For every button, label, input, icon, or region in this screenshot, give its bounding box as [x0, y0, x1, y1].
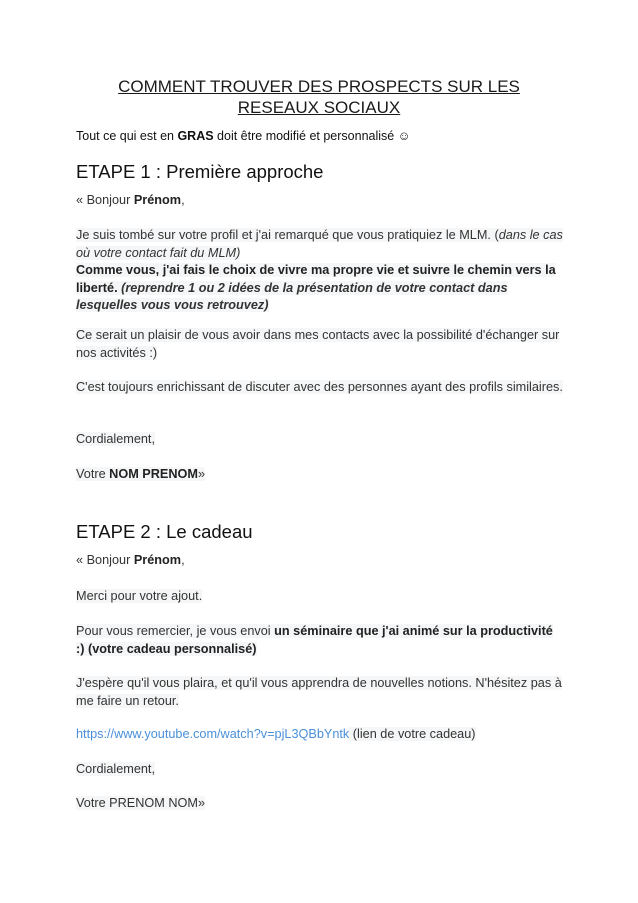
- step2-p2-bold: un séminaire que j'ai animé sur la productivité :) (votre cadeau personnalisé): [76, 624, 553, 656]
- intro-note: [76, 129, 410, 144]
- step1-greeting-post: ,: [181, 193, 185, 207]
- title-line-2: RESEAUX SOCIAUX: [237, 98, 401, 117]
- step2-link-line: [76, 726, 564, 744]
- step2-paragraph-3: [76, 675, 564, 710]
- step1-closing: [76, 431, 564, 449]
- step1-p2-text: Ce serait un plaisir de vous avoir dans mes contacts avec la possibilité d'échanger sur nos activités :): [76, 328, 560, 360]
- intro-pre: Tout ce qui est en: [76, 129, 178, 143]
- step1-closing-text: Cordialement,: [76, 432, 155, 446]
- step1-signature: [76, 466, 564, 484]
- step1-sign-pre: Votre: [76, 467, 110, 481]
- document-title: [76, 76, 562, 118]
- step2-signature: [76, 795, 564, 813]
- step2-greeting: [76, 552, 564, 570]
- step1-p3-text: C'est toujours enrichissant de discuter avec des personnes ayant des profils similaires.: [76, 380, 563, 394]
- step2-greeting-name: Prénom: [133, 553, 182, 567]
- step1-p1-text: Je suis tombé sur votre profil et j'ai remarqué que vous pratiquiez le MLM. (: [76, 228, 499, 242]
- step2-sign-text: Votre PRENOM NOM»: [76, 796, 206, 810]
- step2-closing-text: Cordialement,: [76, 762, 155, 776]
- step2-heading: ETAPE 2 : Le cadeau: [76, 521, 253, 542]
- step2-link-post: (lien de votre cadeau): [349, 727, 476, 741]
- step2-paragraph-2: [76, 623, 564, 658]
- step1-p1-bold-italic: (reprendre 1 ou 2 idées de la présentation de votre contact dans lesquelles vous vous retrouvez): [76, 280, 508, 312]
- intro-post: doit être modifié et personnalisé ☺: [213, 129, 411, 143]
- step2-p2-pre: Pour vous remercier, je vous envoi: [76, 624, 275, 638]
- step1-greeting: [76, 192, 564, 210]
- step2-closing: [76, 761, 564, 779]
- step1-paragraph-2: [76, 327, 564, 362]
- step1-paragraph-1: [76, 227, 564, 315]
- step1-heading: ETAPE 1 : Première approche: [76, 161, 324, 182]
- step2-p3-text: J'espère qu'il vous plaira, et qu'il vous apprendra de nouvelles notions. N'hésitez pas à me faire un retour.: [76, 676, 562, 708]
- step1-p1-bold: Comme vous, j'ai fais le choix de vivre ma propre vie et suivre le chemin vers la liberté.: [76, 263, 556, 295]
- step1-p1-italic: dans le cas où votre contact fait du MLM): [76, 228, 563, 260]
- step2-greeting-pre: « Bonjour: [76, 553, 134, 567]
- gift-link[interactable]: https://www.youtube.com/watch?v=pjL3QBbYntk: [76, 727, 350, 741]
- step1-paragraph-3: [76, 379, 564, 397]
- step2-greeting-post: ,: [181, 553, 185, 567]
- step1-sign-bold: NOM PRENOM: [109, 467, 198, 481]
- step1-sign-post: »: [197, 467, 206, 481]
- step2-p1-text: Merci pour votre ajout.: [76, 589, 203, 603]
- intro-bold: GRAS: [177, 129, 214, 143]
- title-line-1: COMMENT TROUVER DES PROSPECTS SUR LES: [118, 77, 520, 96]
- step1-greeting-name: Prénom: [133, 193, 182, 207]
- step1-greeting-pre: « Bonjour: [76, 193, 134, 207]
- step2-paragraph-1: [76, 588, 564, 606]
